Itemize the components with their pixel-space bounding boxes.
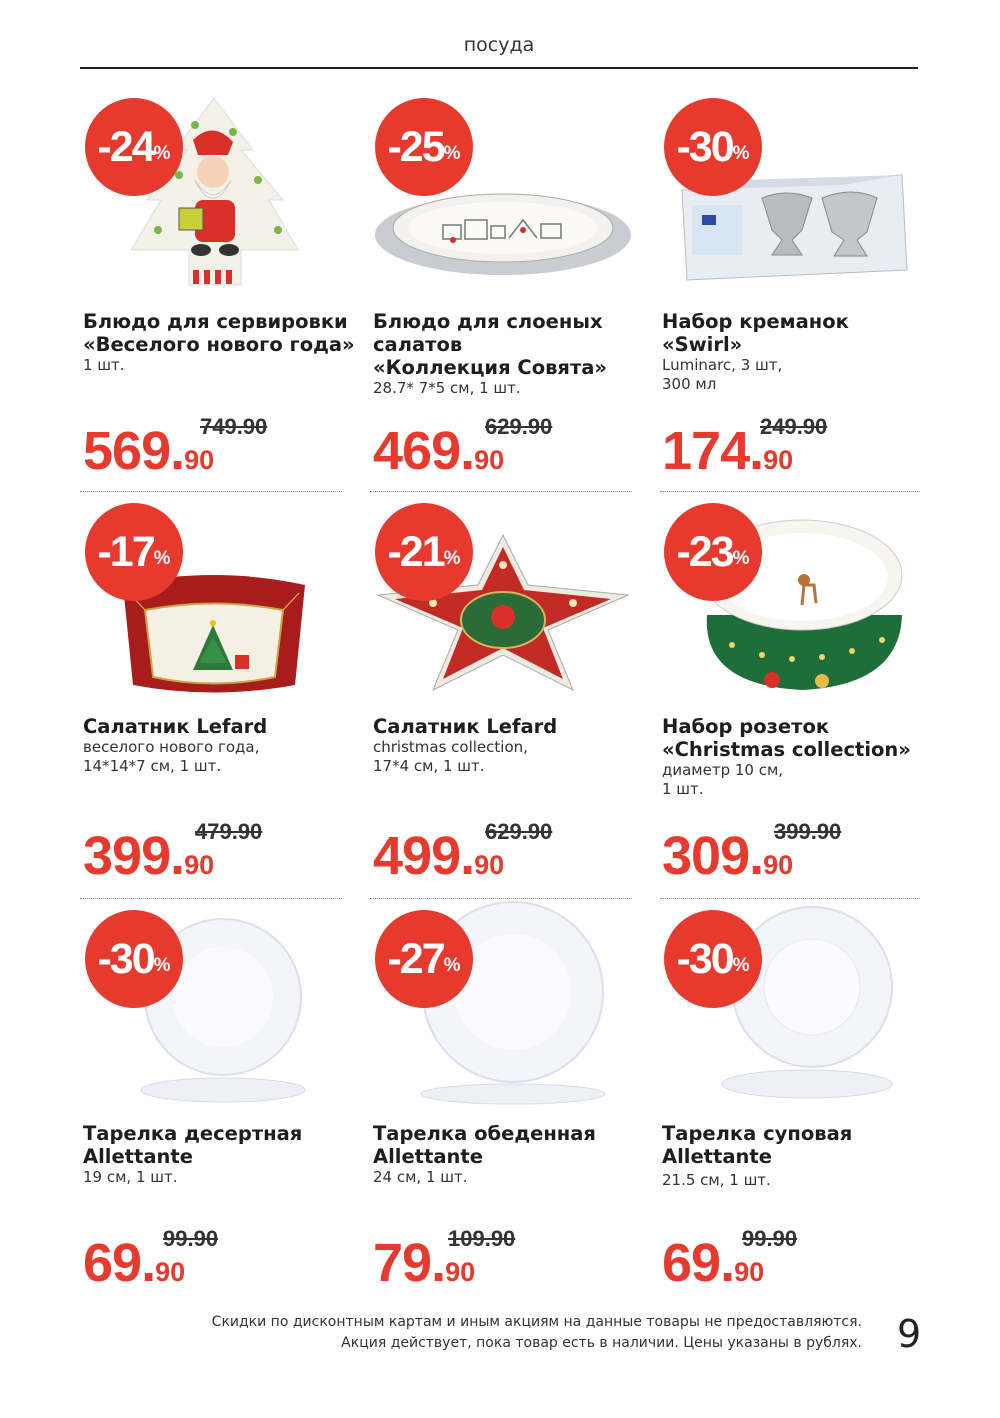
product-description: 24 см, 1 шт. — [373, 1168, 468, 1186]
title-line: Салатник Lefard — [83, 715, 268, 738]
title-line: Тарелка обеденная — [373, 1122, 596, 1145]
price-rubles: 69. — [662, 1233, 735, 1293]
title-line: Набор розеток — [662, 715, 830, 738]
discount-percent: % — [153, 955, 171, 976]
product-card[interactable] — [83, 80, 355, 481]
old-price: 99.90 — [163, 1226, 219, 1251]
old-price: 629.90 — [485, 414, 553, 439]
discount-percent: % — [732, 955, 750, 976]
discount-badge — [664, 98, 762, 196]
price-rubles: 469. — [373, 421, 475, 481]
page-number: 9 — [897, 1312, 922, 1356]
product-description: веселого нового года, — [83, 738, 260, 756]
disclaimer-line: Скидки по дисконтным картам и иным акциям на данные товары не предоставляются. — [211, 1314, 862, 1330]
price-block — [83, 1226, 345, 1293]
discount-percent: % — [153, 548, 171, 569]
discount-badge — [664, 503, 762, 601]
title-line: Allettante — [83, 1145, 193, 1168]
product-title — [662, 715, 937, 799]
discount-value: -25 — [387, 122, 444, 171]
title-line: Набор креманок — [662, 310, 849, 333]
old-price: 749.90 — [200, 414, 268, 439]
discount-percent: % — [443, 143, 461, 164]
product-card[interactable] — [662, 892, 924, 1292]
title-line: «Коллекция Совята» — [373, 356, 608, 379]
discount-value: -23 — [676, 527, 733, 576]
old-price: 629.90 — [485, 819, 553, 844]
price-block — [662, 414, 924, 481]
discount-badge — [85, 98, 183, 196]
product-title — [83, 715, 358, 776]
product-description: 300 мл — [662, 375, 717, 393]
title-line: Тарелка десертная — [83, 1122, 303, 1145]
price-rubles: 79. — [373, 1233, 446, 1293]
discount-value: -17 — [97, 527, 154, 576]
discount-value: -30 — [676, 934, 733, 983]
section-title: посуда — [463, 34, 535, 56]
discount-percent: % — [732, 143, 750, 164]
product-description: christmas collection, — [373, 738, 528, 756]
discount-badge — [375, 910, 473, 1008]
discount-value: -30 — [97, 934, 154, 983]
title-line: Allettante — [373, 1145, 483, 1168]
product-description: 17*4 см, 1 шт. — [373, 757, 485, 775]
product-card[interactable] — [83, 892, 345, 1292]
price-kopecks: 90 — [474, 445, 505, 475]
price-block — [83, 414, 345, 481]
price-kopecks: 90 — [184, 850, 215, 880]
price-block — [83, 819, 345, 886]
discount-badge — [664, 910, 762, 1008]
discount-badge — [85, 910, 183, 1008]
price-kopecks: 90 — [734, 1257, 765, 1287]
discount-percent: % — [443, 548, 461, 569]
price-kopecks: 90 — [474, 850, 505, 880]
title-line: «Swirl» — [662, 333, 743, 356]
title-line: Тарелка суповая — [662, 1122, 853, 1145]
product-title — [83, 310, 358, 375]
title-line: Блюдо для слоеных — [373, 310, 603, 333]
price-kopecks: 90 — [445, 1257, 476, 1287]
discount-percent: % — [732, 548, 750, 569]
title-line: «Christmas collection» — [662, 738, 911, 761]
old-price: 109.90 — [448, 1226, 516, 1251]
product-card[interactable] — [373, 892, 635, 1292]
price-block — [662, 819, 924, 886]
price-kopecks: 90 — [763, 850, 794, 880]
title-line: Блюдо для сервировки — [83, 310, 348, 333]
discount-badge — [375, 503, 473, 601]
title-line: Салатник Lefard — [373, 715, 558, 738]
product-title — [662, 1122, 937, 1190]
product-card[interactable] — [373, 485, 635, 885]
product-title — [83, 1122, 358, 1187]
disclaimer-line: Акция действует, пока товар есть в наличии. Цены указаны в рублях. — [341, 1335, 862, 1351]
price-rubles: 309. — [662, 826, 764, 886]
price-rubles: 174. — [662, 421, 764, 481]
header-divider — [80, 67, 918, 69]
old-price: 479.90 — [195, 819, 263, 844]
discount-badge — [85, 503, 183, 601]
price-rubles: 499. — [373, 826, 475, 886]
product-description: 14*14*7 см, 1 шт. — [83, 757, 222, 775]
product-description: диаметр 10 см, — [662, 761, 784, 779]
price-block — [662, 1226, 924, 1293]
title-line: салатов — [373, 333, 463, 356]
price-block — [373, 819, 635, 886]
old-price: 399.90 — [774, 819, 842, 844]
current-price — [83, 421, 215, 487]
product-card[interactable] — [373, 80, 635, 480]
price-rubles: 399. — [83, 826, 185, 886]
old-price: 99.90 — [742, 1226, 798, 1251]
discount-percent: % — [443, 955, 461, 976]
price-kopecks: 90 — [155, 1257, 186, 1287]
product-title — [373, 715, 648, 776]
title-line: «Веселого нового года» — [83, 333, 355, 356]
discount-badge — [375, 98, 473, 196]
product-description: 28.7* 7*5 см, 1 шт. — [373, 379, 521, 397]
price-rubles: 569. — [83, 421, 185, 481]
product-description: Luminarc, 3 шт, — [662, 356, 783, 374]
disclaimer — [212, 1312, 862, 1354]
price-block — [373, 414, 635, 481]
product-card[interactable] — [83, 485, 345, 885]
product-description: 1 шт. — [662, 780, 704, 798]
product-title — [373, 1122, 648, 1187]
product-card[interactable] — [662, 485, 924, 885]
product-card[interactable] — [662, 80, 924, 480]
price-kopecks: 90 — [184, 445, 215, 475]
product-title — [373, 310, 648, 398]
old-price: 249.90 — [760, 414, 828, 439]
product-description: 21.5 см, 1 шт. — [662, 1171, 771, 1189]
product-title — [662, 310, 937, 394]
discount-percent: % — [153, 143, 171, 164]
discount-value: -24 — [97, 122, 154, 171]
price-kopecks: 90 — [763, 445, 794, 475]
price-block — [373, 1226, 635, 1293]
price-rubles: 69. — [83, 1233, 156, 1293]
product-description: 1 шт. — [83, 356, 125, 374]
discount-value: -27 — [387, 934, 444, 983]
discount-value: -30 — [676, 122, 733, 171]
product-description: 19 см, 1 шт. — [83, 1168, 178, 1186]
discount-value: -21 — [387, 527, 444, 576]
title-line: Allettante — [662, 1145, 772, 1168]
